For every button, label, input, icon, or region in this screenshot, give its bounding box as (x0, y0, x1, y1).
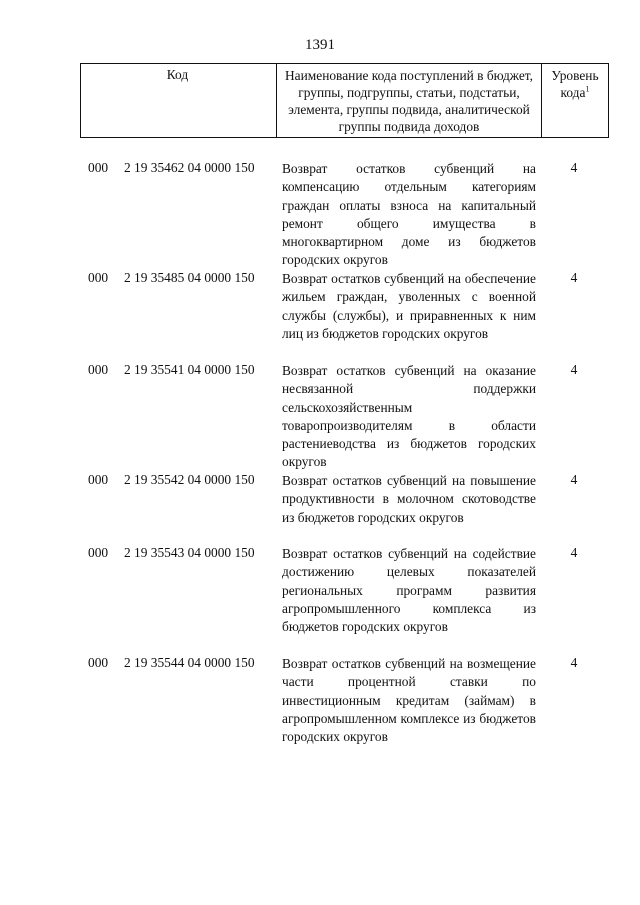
budget-code: 2 19 35542 04 0000 150 (124, 472, 255, 487)
row-description: Возврат остатков субвенций на оказание несвязанной поддержки сельскохозяйственным товаропроизводителям в области растениеводства из бюджетов городских округов (282, 363, 536, 470)
header-code: Код (166, 67, 189, 82)
row-description: Возврат остатков субвенций на компенсацию отдельным категориям граждан оплаты взноса на капитальный ремонт общего имущества в многоквартирном доме из бюджетов городских округов (282, 161, 536, 268)
admin-code: 000 (88, 270, 109, 285)
row-level: 4 (570, 362, 578, 377)
row-description: Возврат остатков субвенций на повышение продуктивности в молочном скотоводстве из бюджетов городских округов (282, 473, 536, 525)
budget-code: 2 19 35543 04 0000 150 (124, 545, 255, 560)
row-level: 4 (570, 160, 578, 175)
header-bottom-border (80, 137, 609, 138)
row-level: 4 (570, 472, 578, 487)
budget-code: 2 19 35544 04 0000 150 (124, 655, 255, 670)
admin-code: 000 (88, 362, 109, 377)
admin-code: 000 (88, 160, 109, 175)
budget-code: 2 19 35485 04 0000 150 (124, 270, 255, 285)
admin-code: 000 (88, 472, 109, 487)
row-level: 4 (570, 545, 578, 560)
row-level: 4 (570, 655, 578, 670)
header-right-border (608, 63, 609, 138)
row-description: Возврат остатков субвенций на возмещение части процентной ставки по инвестиционным кредитам (займам) в агропромышленном комплексе из бюджетов городских округов (282, 656, 536, 745)
row-description: Возврат остатков субвенций на содействие достижению целевых показателей региональных программ развития агропромышленного комплекса из бюджетов городских округов (282, 546, 536, 635)
admin-code: 000 (88, 655, 109, 670)
header-level-text: Уровень кода (551, 68, 599, 100)
row-description: Возврат остатков субвенций на обеспечение жильем граждан, уволенных с военной службы (службы), и приравненных к ним лиц из бюджетов городских округов (282, 271, 536, 341)
page-number: 1391 (305, 37, 335, 53)
budget-code: 2 19 35462 04 0000 150 (124, 160, 255, 175)
budget-code: 2 19 35541 04 0000 150 (124, 362, 255, 377)
header-name: Наименование кода поступлений в бюджет, группы, подгруппы, статьи, подстатьи, элемента, группы подвида, аналитической группы подвида доходов (285, 68, 533, 134)
header-top-border (80, 63, 609, 64)
row-level: 4 (570, 270, 578, 285)
admin-code: 000 (88, 545, 109, 560)
table-header (80, 63, 609, 138)
header-level-footnote: 1 (585, 84, 590, 94)
header-level (542, 67, 608, 101)
